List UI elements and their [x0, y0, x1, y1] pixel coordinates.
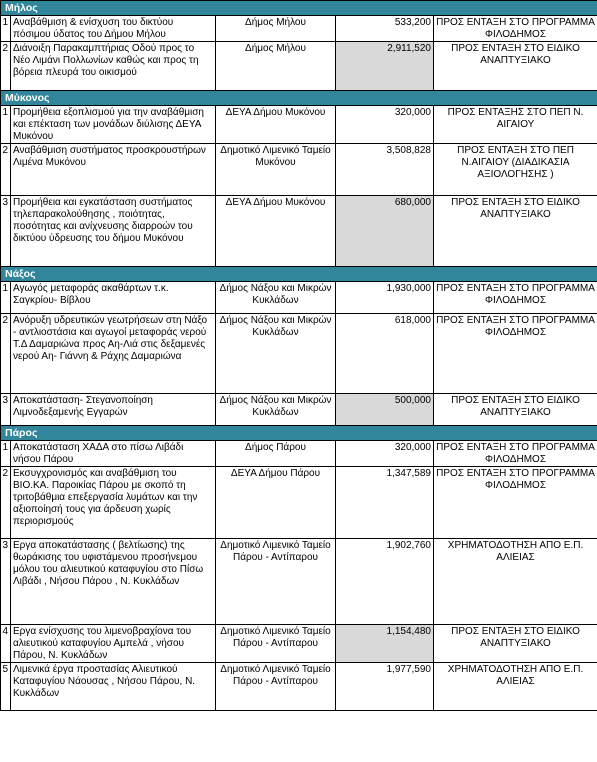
budget-amount: 1,930,000 [336, 282, 434, 314]
row-number: 2 [1, 314, 11, 394]
table-row [1, 394, 597, 426]
organization: Δήμος Μήλου [216, 42, 336, 91]
budget-amount: 1,977,590 [336, 663, 434, 711]
organization: ΔΕΥΑ Δήμου Μυκόνου [216, 106, 336, 144]
project-description: Διάνοιξη Παρακαμπτήριας Οδού προς το Νέο Λιμάνι Πολλωνίων καθώς και προς τη βόρεια πλευρά του οικισμού [11, 42, 216, 91]
funding-status: ΠΡΟΣ ΕΝΤΑΞΗ ΣΤΟ ΠΡΟΓΡΑΜΜΑ ΦΙΛΟΔΗΜΟΣ [434, 314, 597, 394]
project-description: Αγωγός μεταφοράς ακαθάρτων τ.κ. Σαγκρίου- Βίβλου [11, 282, 216, 314]
project-description: Προμήθεια εξοπλισμού για την αναβάθμιση και επέκταση των μονάδων διύλισης ΔΕΥΑ Μυκόνου [11, 106, 216, 144]
row-number: 3 [1, 539, 11, 625]
organization: Δημοτικό Λιμενικό Ταμείο Πάρου - Αντίπαρου [216, 625, 336, 663]
funding-status: ΠΡΟΣ ΕΝΤΑΞΗ ΣΤΟ ΕΙΔΙΚΟ ΑΝΑΠΤΥΞΙΑΚΟ [434, 42, 597, 91]
section-title: Νάξος [1, 267, 597, 282]
budget-amount: 1,902,760 [336, 539, 434, 625]
row-number: 3 [1, 394, 11, 426]
funding-status: ΠΡΟΣ ΕΝΤΑΞΗ ΣΤΟ ΠΕΠ Ν.ΑΙΓΑΙΟΥ (ΔΙΑΔΙΚΑΣΙΑ ΑΞΙΟΛΟΓΗΣΗΣ ) [434, 144, 597, 196]
funding-status: ΧΡΗΜΑΤΟΔΟΤΗΣΗ ΑΠΟ Ε.Π. ΑΛΙΕΙΑΣ [434, 663, 597, 711]
table-row [1, 467, 597, 539]
section-title: Μήλος [1, 1, 597, 16]
section-header [1, 91, 597, 106]
organization: ΔΕΥΑ Δήμου Πάρου [216, 467, 336, 539]
budget-amount: 680,000 [336, 196, 434, 267]
project-description: Αναβάθμιση & ενίσχυση του δικτύου πόσιμου ύδατος του Δήμου Μήλου [11, 16, 216, 42]
project-description: Εκσυγχρονισμός και αναβάθμιση του ΒΙΟ.ΚΑ. Παροικίας Πάρου με σκοπό τη τριτοβάθμια επεξεργασία λυμάτων και την αξιοποίησή τους για άρδευση χωρίς περιορισμούς [11, 467, 216, 539]
organization: Δημοτικό Λιμενικό Ταμείο Πάρου - Αντίπαρου [216, 539, 336, 625]
funding-status: ΧΡΗΜΑΤΟΔΟΤΗΣΗ ΑΠΟ Ε.Π. ΑΛΙΕΙΑΣ [434, 539, 597, 625]
budget-amount: 618,000 [336, 314, 434, 394]
project-description: Λιμενικά έργα προστασίας Αλιευτικού Καταφυγίου Νάουσας , Νήσου Πάρου, Ν. Κυκλάδων [11, 663, 216, 711]
row-number: 2 [1, 144, 11, 196]
funding-status: ΠΡΟΣ ΕΝΤΑΞΗ ΣΤΟ ΕΙΔΙΚΟ ΑΝΑΠΤΥΞΙΑΚΟ [434, 196, 597, 267]
table-row [1, 196, 597, 267]
organization: Δήμος Νάξου και Μικρών Κυκλάδων [216, 282, 336, 314]
project-description: Προμήθεια και εγκατάσταση συστήματος τηλεπαρακολούθησης , ποιότητας, ποσότητας και ανίχνευσης διαρροών του δικτύου ύδρευσης του δήμου Μυκόνου [11, 196, 216, 267]
table-row [1, 106, 597, 144]
row-number: 1 [1, 441, 11, 467]
project-description: Αναβάθμιση συστήματος προσκρουστήρων Λιμένα Μυκόνου [11, 144, 216, 196]
organization: Δήμος Νάξου και Μικρών Κυκλάδων [216, 314, 336, 394]
funding-status: ΠΡΟΣ ΕΝΤΑΞΗ ΣΤΟ ΠΡΟΓΡΑΜΜΑ ΦΙΛΟΔΗΜΟΣ [434, 16, 597, 42]
budget-amount: 533,200 [336, 16, 434, 42]
organization: Δήμος Πάρου [216, 441, 336, 467]
budget-amount: 2,911,520 [336, 42, 434, 91]
table-row [1, 314, 597, 394]
table-row [1, 144, 597, 196]
funding-status: ΠΡΟΣ ΕΝΤΑΞΗ ΣΤΟ ΠΡΟΓΡΑΜΜΑ ΦΙΛΟΔΗΜΟΣ [434, 441, 597, 467]
section-header [1, 267, 597, 282]
budget-amount: 320,000 [336, 106, 434, 144]
funding-status: ΠΡΟΣ ΕΝΤΑΞΗ ΣΤΟ ΕΙΔΙΚΟ ΑΝΑΠΤΥΞΙΑΚΟ [434, 625, 597, 663]
table-row [1, 42, 597, 91]
table-row [1, 625, 597, 663]
budget-amount: 1,154,480 [336, 625, 434, 663]
row-number: 1 [1, 16, 11, 42]
budget-amount: 1,347,589 [336, 467, 434, 539]
organization: Δημοτικό Λιμενικό Ταμείο Μυκόνου [216, 144, 336, 196]
organization: Δήμος Μήλου [216, 16, 336, 42]
project-description: Ανόρυξη υδρευτικών γεωτρήσεων στη Νάξο - αντλιοστάσια και αγωγοί μεταφοράς νερού Τ.Δ Δαμαριώνα προς Αη-Λιά στις δεξαμενές νερού Αη- Γιάννη & Ράχης Δαμαριώνα [11, 314, 216, 394]
row-number: 4 [1, 625, 11, 663]
row-number: 5 [1, 663, 11, 711]
row-number: 1 [1, 106, 11, 144]
table-row [1, 282, 597, 314]
funding-status: ΠΡΟΣ ΕΝΤΑΞΗ ΣΤΟ ΠΡΟΓΡΑΜΜΑ ΦΙΛΟΔΗΜΟΣ [434, 467, 597, 539]
section-title: Μύκονος [1, 91, 597, 106]
row-number: 2 [1, 42, 11, 91]
projects-table-body [1, 1, 597, 711]
table-row [1, 441, 597, 467]
organization: ΔΕΥΑ Δήμου Μυκόνου [216, 196, 336, 267]
project-description: Αποκατάσταση ΧΑΔΑ στο πίσω Λιβάδι νήσου Πάρου [11, 441, 216, 467]
table-row [1, 539, 597, 625]
project-description: Εργα ενίσχυσης του λιμενοβραχίονα του αλιευτικού καταφυγίου Αμπελά , νήσου Πάρου, Ν. Κυκλάδων [11, 625, 216, 663]
organization: Δημοτικό Λιμενικό Ταμείο Πάρου - Αντίπαρου [216, 663, 336, 711]
row-number: 1 [1, 282, 11, 314]
table-row [1, 663, 597, 711]
funding-status: ΠΡΟΣ ΕΝΤΑΞΗΣ ΣΤΟ ΠΕΠ Ν. ΑΙΓΑΙΟΥ [434, 106, 597, 144]
row-number: 2 [1, 467, 11, 539]
row-number: 3 [1, 196, 11, 267]
funding-status: ΠΡΟΣ ΕΝΤΑΞΗ ΣΤΟ ΕΙΔΙΚΟ ΑΝΑΠΤΥΞΙΑΚΟ [434, 394, 597, 426]
budget-amount: 500,000 [336, 394, 434, 426]
budget-amount: 320,000 [336, 441, 434, 467]
section-header [1, 1, 597, 16]
organization: Δήμος Νάξου και Μικρών Κυκλάδων [216, 394, 336, 426]
table-row [1, 16, 597, 42]
project-description: Εργα αποκατάστασης ( βελτίωσης) της θωράκισης του υφιστάμενου προσήνεμου μόλου του αλιευτικού καταφυγίου στο Πίσω Λιβάδι , Νήσου Πάρου , Ν. Κυκλάδων [11, 539, 216, 625]
funding-status: ΠΡΟΣ ΕΝΤΑΞΗ ΣΤΟ ΠΡΟΓΡΑΜΜΑ ΦΙΛΟΔΗΜΟΣ [434, 282, 597, 314]
section-title: Πάρος [1, 426, 597, 441]
section-header [1, 426, 597, 441]
project-description: Αποκατάσταση- Στεγανοποίηση Λιμνοδεξαμενής Εγγαρών [11, 394, 216, 426]
budget-amount: 3,508,828 [336, 144, 434, 196]
